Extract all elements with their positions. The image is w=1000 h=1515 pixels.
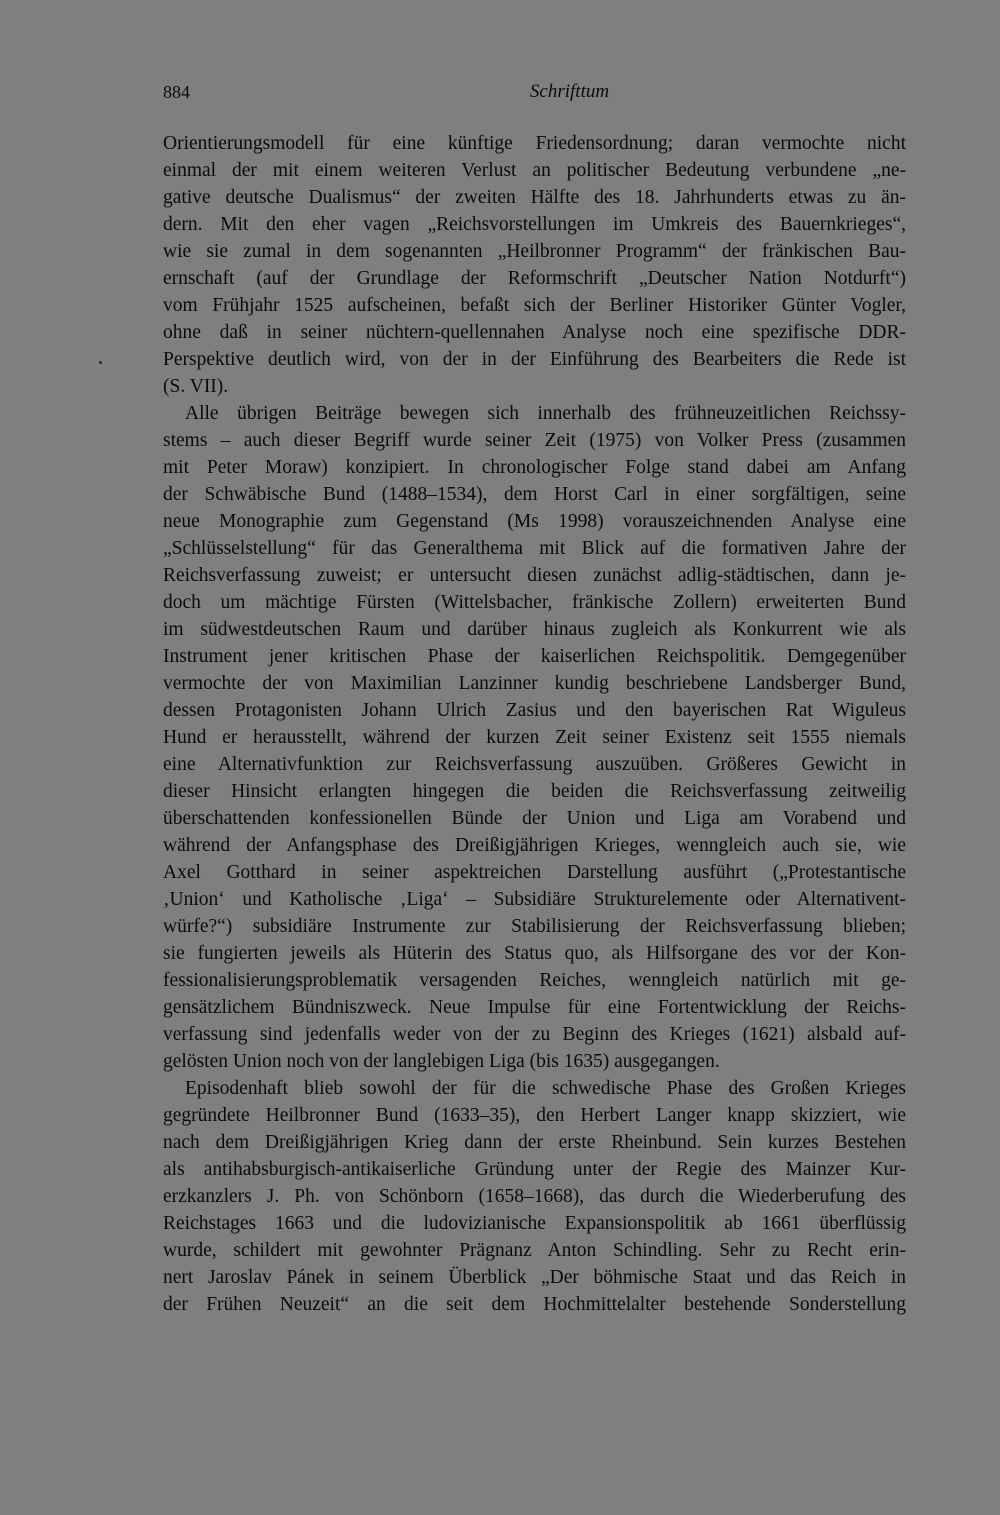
text-line: Episodenhaft blieb sowohl der für die schwedische Phase des Großen Krieges (185, 1078, 906, 1099)
text-line: würfe?“) subsidiäre Instrumente zur Stabilisierung der Reichsverfassung blieben; (163, 916, 906, 937)
text-line: nach dem Dreißigjährigen Krieg dann der erste Rheinbund. Sein kurzes Bestehen (163, 1132, 906, 1153)
text-line: Alle übrigen Beiträge bewegen sich innerhalb des frühneuzeitlichen Reichssy- (185, 403, 906, 424)
running-head: Schrifttum (529, 81, 610, 102)
text-line: verfassung sind jedenfalls weder von der zu Beginn des Krieges (1621) alsbald auf- (163, 1024, 906, 1045)
text-line: eine Alternativfunktion zur Reichsverfassung auszuüben. Größeres Gewicht in (163, 754, 906, 775)
text-line: mit Peter Moraw) konzipiert. In chronologischer Folge stand dabei am Anfang (163, 457, 906, 478)
text-line: „Schlüsselstellung“ für das Generalthema mit Blick auf die formativen Jahre der (163, 538, 906, 559)
text-line: der Frühen Neuzeit“ an die seit dem Hochmittelalter bestehende Sonderstellung (163, 1294, 906, 1315)
text-line: vom Frühjahr 1525 aufscheinen, befaßt sich der Berliner Historiker Günter Vogler, (163, 295, 906, 316)
text-line: vermochte der von Maximilian Lanzinner kundig beschriebene Landsberger Bund, (163, 673, 906, 694)
text-line: überschattenden konfessionellen Bünde der Union und Liga am Vorabend und (163, 808, 906, 829)
text-line: dessen Protagonisten Johann Ulrich Zasius und den bayerischen Rat Wiguleus (163, 700, 906, 721)
page-header (163, 80, 906, 110)
text-line: Orientierungsmodell für eine künftige Friedensordnung; daran vermochte nicht (163, 133, 906, 154)
text-line: ernschaft (auf der Grundlage der Reformschrift „Deutscher Nation Notdurft“) (163, 268, 906, 289)
text-line: Perspektive deutlich wird, von der in der Einführung des Bearbeiters die Rede ist (163, 349, 906, 370)
text-line: ohne daß in seiner nüchtern-quellennahen Analyse noch eine spezifische DDR- (163, 322, 906, 343)
text-line: neue Monographie zum Gegenstand (Ms 1998) vorauszeichnenden Analyse eine (163, 511, 906, 532)
stray-dot-mark (99, 361, 102, 364)
text-line: gative deutsche Dualismus“ der zweiten Hälfte des 18. Jahrhunderts etwas zu än- (163, 187, 906, 208)
text-line: wie sie zumal in dem sogenannten „Heilbronner Programm“ der fränkischen Bau- (163, 241, 906, 262)
text-line: wurde, schildert mit gewohnter Prägnanz Anton Schindling. Sehr zu Recht erin- (163, 1240, 906, 1261)
text-line: im südwestdeutschen Raum und darüber hinaus zugleich als Konkurrent wie als (163, 619, 906, 640)
text-line: (S. VII). (163, 376, 229, 397)
text-line: gensätzlichem Bündniszweck. Neue Impulse für eine Fortentwicklung der Reichs- (163, 997, 906, 1018)
text-line: Reichstages 1663 und die ludovizianische Expansionspolitik ab 1661 überflüssig (163, 1213, 906, 1234)
text-line: fessionalisierungsproblematik versagenden Reiches, wenngleich natürlich mit ge- (163, 970, 906, 991)
text-line: doch um mächtige Fürsten (Wittelsbacher, fränkische Zollern) erweiterten Bund (163, 592, 906, 613)
text-line: Axel Gotthard in seiner aspektreichen Darstellung ausführt („Protestantische (163, 862, 906, 883)
text-line: während der Anfangsphase des Dreißigjährigen Krieges, wenngleich auch sie, wie (163, 835, 906, 856)
text-line: dieser Hinsicht erlangten hingegen die beiden die Reichsverfassung zeitweilig (163, 781, 906, 802)
text-line: der Schwäbische Bund (1488–1534), dem Horst Carl in einer sorgfältigen, seine (163, 484, 906, 505)
text-line: Instrument jener kritischen Phase der kaiserlichen Reichspolitik. Demgegenüber (163, 646, 906, 667)
text-line: erzkanzlers J. Ph. von Schönborn (1658–1668), das durch die Wiederberufung des (163, 1186, 906, 1207)
text-line: sie fungierten jeweils als Hüterin des Status quo, als Hilfsorgane des vor der Kon- (163, 943, 906, 964)
body-text (163, 130, 906, 1318)
text-line: dern. Mit den eher vagen „Reichsvorstellungen im Umkreis des Bauernkrieges“, (163, 214, 906, 235)
text-line: einmal der mit einem weiteren Verlust an politischer Bedeutung verbundene „ne- (163, 160, 906, 181)
text-line: Reichsverfassung zuweist; er untersucht diesen zunächst adlig-städtischen, dann je- (163, 565, 906, 586)
text-line: nert Jaroslav Pánek in seinem Überblick „Der böhmische Staat und das Reich in (163, 1267, 906, 1288)
text-line: ‚Union‘ und Katholische ‚Liga‘ – Subsidiäre Strukturelemente oder Alternativent- (163, 889, 906, 910)
page-number: 884 (163, 82, 190, 102)
text-line: Hund er herausstellt, während der kurzen Zeit seiner Existenz seit 1555 niemals (163, 727, 906, 748)
text-line: gegründete Heilbronner Bund (1633–35), den Herbert Langer knapp skizziert, wie (163, 1105, 906, 1126)
text-line: gelösten Union noch von der langlebigen Liga (bis 1635) ausgegangen. (163, 1051, 720, 1072)
text-line: als antihabsburgisch-antikaiserliche Gründung unter der Regie des Mainzer Kur- (163, 1159, 906, 1180)
text-line: stems – auch dieser Begriff wurde seiner Zeit (1975) von Volker Press (zusammen (163, 430, 906, 451)
